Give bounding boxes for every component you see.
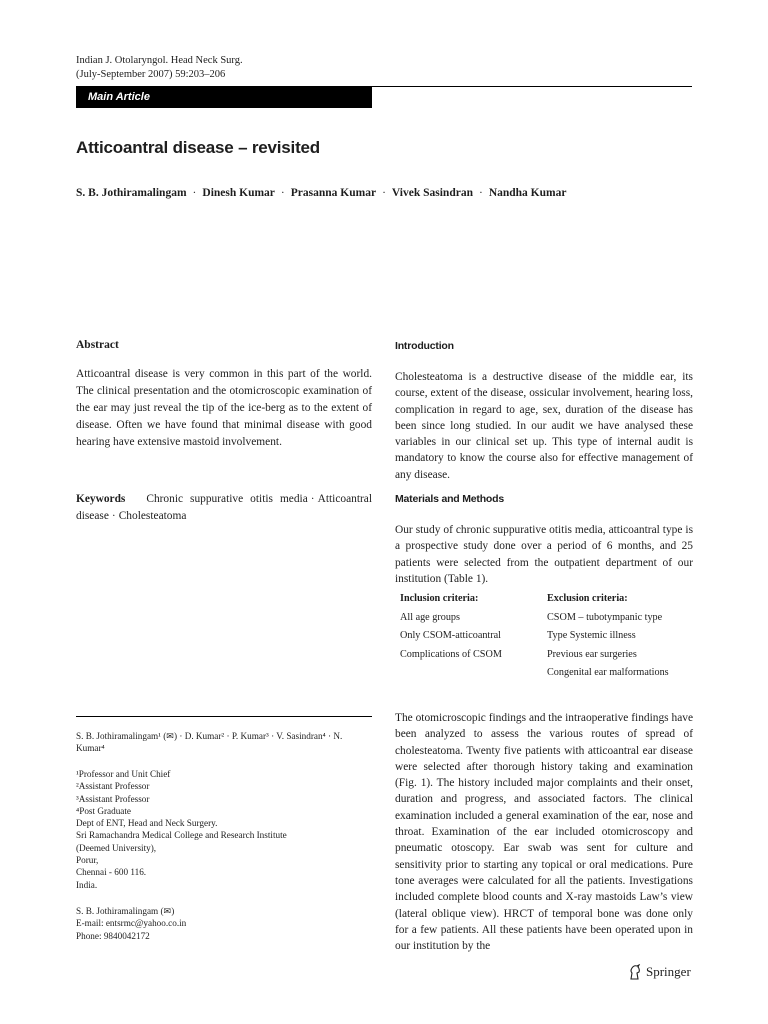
footnote-authors: S. B. Jothiramalingam¹ (✉) · D. Kumar² · P. Kumar³ · V. Sasindran⁴ · N. Kumar⁴ — [76, 731, 343, 754]
methods-text: Our study of chronic suppurative otitis media, atticoantral type is a prospective study done over a period of 6 months, and 25 patients were selected from the outpatient department of our institution (Table 1). — [395, 524, 693, 585]
abstract-heading: Abstract — [76, 339, 119, 351]
abstract-text: Atticoantral disease is very common in this part of the world. The clinical presentation and the otomicroscopic examination of the ear may just reveal the tip of the ice-berg as to the extent of disease. Often we have found that minimal disease with good hearing have extensive mastoid involvement. — [76, 368, 372, 449]
publisher-logo — [628, 964, 691, 980]
publisher-name: Springer — [646, 964, 691, 979]
springer-horse-icon — [628, 964, 642, 980]
contact-name: S. B. Jothiramalingam (✉) — [76, 906, 175, 916]
methods-continuation: The otomicroscopic findings and the intraoperative findings have been analyzed to assess the various routes of spread of cholesteatoma. Twenty five patients with atticoantral ear disease were selected after thorough history taking and examination (Fig. 1). The history included major complaints and their onset, duration and progress, and associated factors. The clinical examination included a general examination of the ear, nose and throat. Examination of the ear included otomicroscopy and pneumatic otoscopy. Ear swab was sent for culture and sensitivity prior to starting any topical or oral medications. Pure tone averages were calculated for all the patients. Investigations included complete blood counts and X-ray mastoids Law’s view (lateral oblique view). HRCT of temporal bone was done only for a few patients. All these patients have been operated upon in our institution by the — [395, 712, 693, 953]
address-line: Dept of ENT, Head and Neck Surgery. — [76, 818, 218, 829]
footnote-contact — [76, 905, 186, 942]
article-title: Atticoantral disease – revisited — [76, 138, 320, 157]
exclusion-cell: CSOM – tubotympanic type — [547, 611, 663, 623]
exclusion-cell: Previous ear surgeries — [547, 648, 637, 660]
table-row — [400, 609, 669, 628]
keyword: Cholesteatoma — [118, 510, 187, 523]
affiliation: ²Assistant Professor — [76, 781, 150, 792]
author-name: S. B. Jothiramalingam — [76, 187, 187, 199]
inclusion-cell: Only CSOM-atticoantral — [400, 630, 502, 641]
author-name: Dinesh Kumar — [202, 187, 275, 199]
address-line: (Deemed University), — [76, 842, 157, 853]
author-name: Vivek Sasindran — [391, 187, 473, 199]
footnote-divider — [76, 716, 372, 717]
keyword: Chronic suppurative otitis media — [146, 493, 308, 505]
affiliation: ³Assistant Professor — [76, 793, 150, 804]
introduction-text: Cholesteatoma is a destructive disease of the middle ear, its course, extent of the disease, ossicular involvement, hearing loss, complication in regard to age, sex, duration of the disease has been since long studied. In our audit we have analysed these variables in our clinical set up. This type of internal audit is mandatory to know the course also for effective management of any disease. — [395, 371, 693, 481]
exclusion-header: Exclusion criteria: — [547, 593, 628, 604]
author-name: Prasanna Kumar — [290, 187, 377, 199]
journal-citation — [76, 54, 243, 82]
exclusion-cell: Congenital ear malformations — [547, 667, 669, 678]
section-banner: Main Article — [76, 86, 372, 108]
exclusion-cell: Type Systemic illness — [547, 630, 636, 641]
inclusion-cell: Complications of CSOM — [400, 648, 502, 660]
criteria-table — [400, 590, 669, 683]
table-row — [400, 627, 669, 646]
keyword: Atticoantral disease — [76, 493, 372, 523]
inclusion-cell — [400, 664, 547, 683]
table-row — [400, 646, 669, 665]
address-line: India. — [76, 879, 98, 890]
footnote-affiliations — [76, 768, 287, 891]
keyword-separator: · — [310, 493, 315, 505]
author-separator: · — [280, 187, 285, 199]
methods-heading: Materials and Methods — [395, 493, 504, 505]
banner-divider — [372, 86, 692, 87]
keywords-label: Keywords — [76, 493, 126, 505]
inclusion-cell: All age groups — [400, 611, 460, 623]
journal-issue: (July-September 2007) 59:203–206 — [76, 69, 226, 80]
author-list — [76, 187, 566, 199]
author-separator: · — [192, 187, 197, 199]
inclusion-header: Inclusion criteria: — [400, 593, 479, 604]
address-line: Porur, — [76, 855, 99, 866]
table-row — [400, 664, 669, 683]
keywords — [76, 491, 372, 525]
introduction-heading: Introduction — [395, 340, 454, 352]
contact-phone: Phone: 9840042172 — [76, 930, 150, 941]
contact-email: E-mail: entsrmc@yahoo.co.in — [76, 918, 187, 929]
journal-name: Indian J. Otolaryngol. Head Neck Surg. — [76, 55, 243, 66]
keyword-separator: · — [111, 510, 116, 523]
author-separator: · — [478, 187, 483, 199]
address-line: Sri Ramachandra Medical College and Research Institute — [76, 830, 287, 841]
address-line: Chennai - 600 116. — [76, 867, 147, 878]
affiliation: ¹Professor and Unit Chief — [76, 769, 171, 779]
author-name: Nandha Kumar — [488, 187, 567, 199]
author-separator: · — [382, 187, 386, 199]
affiliation: ⁴Post Graduate — [76, 805, 131, 816]
